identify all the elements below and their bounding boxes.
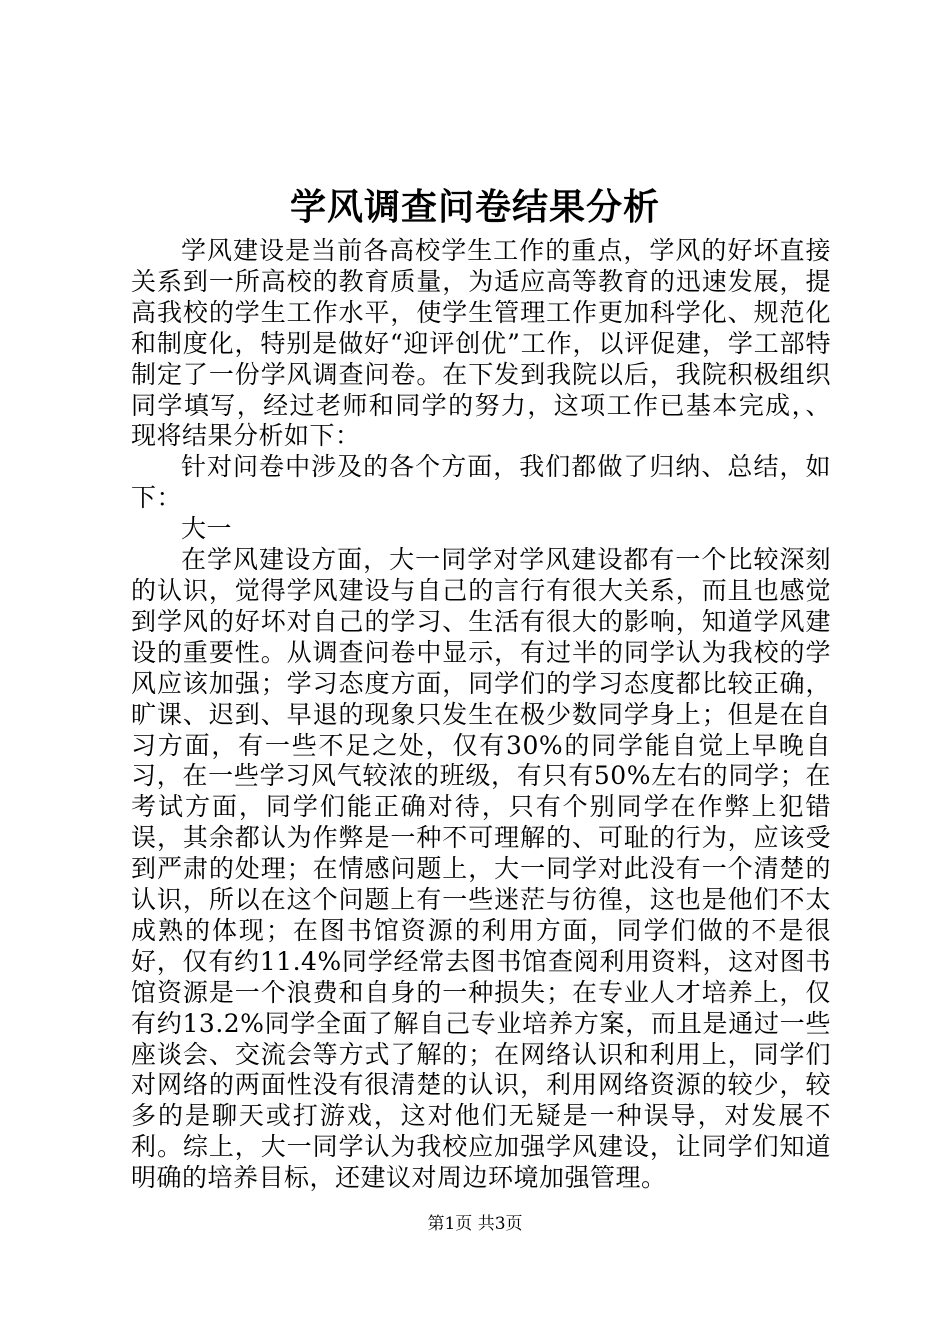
document-body (131, 236, 831, 1194)
paragraph-freshman-analysis: 在学风建设方面，大一同学对学风建设都有一个比较深刻的认识，觉得学风建设与自己的言行有很大关系，而且也感觉到学风的好坏对自己的学习、生活有很大的影响，知道学风建设的重要性。从调查问卷中显示，有过半的同学认为我校的学风应该加强；学习态度方面，同学们的学习态度都比较正确，旷课、迟到、早退的现象只发生在极少数同学身上；但是在自习方面，有一些不足之处，仅有30%的同学能自觉上早晚自习，在一些学习风气较浓的班级，有只有50%左右的同学；在考试方面，同学们能正确对待，只有个别同学在作弊上犯错误，其余都认为作弊是一种不可理解的、可耻的行为，应该受到严肃的处理；在情感问题上，大一同学对此没有一个清楚的认识，所以在这个问题上有一些迷茫与彷徨，这也是他们不太成熟的体现；在图书馆资源的利用方面，同学们做的不是很好，仅有约11.4%同学经常去图书馆查阅利用资料，这对图书馆资源是一个浪费和自身的一种损失；在专业人才培养上，仅有约13.2%同学全面了解自己专业培养方案，而且是通过一些座谈会、交流会等方式了解的；在网络认识和利用上，同学们对网络的两面性没有很清楚的认识，利用网络资源的较少，较多的是聊天或打游戏，这对他们无疑是一种误导，对发展不利。综上，大一同学认为我校应加强学风建设，让同学们知道明确的培养目标，还建议对周边环境加强管理。 (131, 545, 831, 1193)
section-heading-freshman: 大一 (181, 514, 233, 544)
paragraph-summary-lead: 针对问卷中涉及的各个方面，我们都做了归纳、总结，如下： (131, 452, 831, 513)
page-footer: 第1页 共3页 (427, 1214, 523, 1234)
document-title: 学风调查问卷结果分析 (289, 186, 660, 228)
paragraph-intro: 学风建设是当前各高校学生工作的重点，学风的好坏直接关系到一所高校的教育质量，为适应高等教育的迅速发展，提高我校的学生工作水平，使学生管理工作更加科学化、规范化和制度化，特别是做好“迎评创优”工作，以评促建，学工部特制定了一份学风调查问卷。在下发到我院以后，我院积极组织同学填写，经过老师和同学的努力，这项工作已基本完成，、现将结果分析如下： (131, 236, 831, 451)
